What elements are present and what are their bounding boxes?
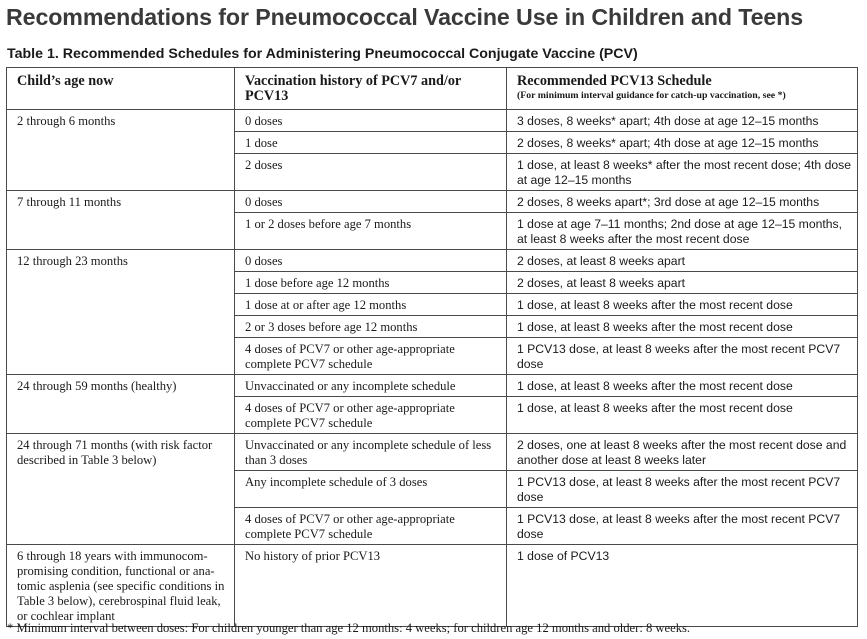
table-row xyxy=(7,375,858,397)
table-row xyxy=(7,545,858,627)
history-cell: 0 doses xyxy=(235,191,507,213)
age-cell: 12 through 23 months xyxy=(7,250,235,375)
history-cell: 2 doses xyxy=(235,154,507,191)
page-title: Recommendations for Pneumococcal Vaccine Use in Children and Teens xyxy=(6,4,804,30)
history-cell: No history of prior PCV13 xyxy=(235,545,507,627)
age-cell: 24 through 59 months (healthy) xyxy=(7,375,235,434)
schedule-cell: 1 PCV13 dose, at least 8 weeks after the most recent PCV7 dose xyxy=(507,508,858,545)
schedule-cell: 1 PCV13 dose, at least 8 weeks after the most recent PCV7 dose xyxy=(507,471,858,508)
schedule-table xyxy=(6,67,858,627)
schedule-cell: 2 doses, 8 weeks* apart; 4th dose at age 12–15 months xyxy=(507,132,858,154)
header-schedule-title: Recommended PCV13 Schedule xyxy=(517,73,712,89)
schedule-cell: 1 dose at age 7–11 months; 2nd dose at age 12–15 months, at least 8 weeks after the most recent dose xyxy=(507,213,858,250)
history-cell: 0 doses xyxy=(235,250,507,272)
header-schedule-note: (For minimum interval guidance for catch-up vaccination, see *) xyxy=(517,90,786,101)
history-cell: Unvaccinated or any incomplete schedule of less than 3 doses xyxy=(235,434,507,471)
history-cell: 4 doses of PCV7 or other age-appropriate complete PCV7 schedule xyxy=(235,508,507,545)
schedule-cell: 3 doses, 8 weeks* apart; 4th dose at age 12–15 months xyxy=(507,110,858,132)
age-cell: 7 through 11 months xyxy=(7,191,235,250)
schedule-cell: 2 doses, one at least 8 weeks after the most recent dose and another dose at least 8 weeks later xyxy=(507,434,858,471)
table-row xyxy=(7,191,858,213)
schedule-cell: 2 doses, 8 weeks apart*; 3rd dose at age 12–15 months xyxy=(507,191,858,213)
schedule-cell: 1 dose, at least 8 weeks after the most recent dose xyxy=(507,294,858,316)
history-cell: 4 doses of PCV7 or other age-appropriate complete PCV7 schedule xyxy=(235,397,507,434)
schedule-cell: 1 dose, at least 8 weeks after the most recent dose xyxy=(507,316,858,338)
history-cell: 4 doses of PCV7 or other age-appropriate complete PCV7 schedule xyxy=(235,338,507,375)
footnote: * Minimum interval between doses: For children younger than age 12 months: 4 weeks; for children age 12 months and older: 8 weeks. xyxy=(7,621,691,635)
age-cell: 24 through 71 months (with risk factor described in Table 3 below) xyxy=(7,434,235,545)
history-cell: Any incomplete schedule of 3 doses xyxy=(235,471,507,508)
table-row xyxy=(7,434,858,471)
table-row xyxy=(7,250,858,272)
schedule-cell: 1 dose of PCV13 xyxy=(507,545,858,627)
age-cell: 2 through 6 months xyxy=(7,110,235,191)
history-cell: Unvaccinated or any incomplete schedule xyxy=(235,375,507,397)
schedule-cell: 1 dose, at least 8 weeks after the most recent dose xyxy=(507,397,858,434)
schedule-cell: 1 dose, at least 8 weeks* after the most recent dose; 4th dose at age 12–15 months xyxy=(507,154,858,191)
history-cell: 1 or 2 doses before age 7 months xyxy=(235,213,507,250)
history-cell: 1 dose xyxy=(235,132,507,154)
history-cell: 1 dose at or after age 12 months xyxy=(235,294,507,316)
table-row xyxy=(7,110,858,132)
schedule-cell: 2 doses, at least 8 weeks apart xyxy=(507,250,858,272)
header-schedule xyxy=(507,68,858,110)
schedule-cell: 1 dose, at least 8 weeks after the most recent dose xyxy=(507,375,858,397)
schedule-cell: 2 doses, at least 8 weeks apart xyxy=(507,272,858,294)
age-cell: 6 through 18 years with immunocom-promising condition, functional or ana-tomic asplenia (see specific conditions in Table 3 below), cerebrospinal fluid leak, or cochlear implant xyxy=(7,545,235,627)
history-cell: 0 doses xyxy=(235,110,507,132)
schedule-cell: 1 PCV13 dose, at least 8 weeks after the most recent PCV7 dose xyxy=(507,338,858,375)
table-caption: Table 1. Recommended Schedules for Administering Pneumococcal Conjugate Vaccine (PCV) xyxy=(7,46,638,62)
header-history: Vaccination history of PCV7 and/or PCV13 xyxy=(235,68,507,110)
history-cell: 1 dose before age 12 months xyxy=(235,272,507,294)
header-age: Child’s age now xyxy=(7,68,235,110)
history-cell: 2 or 3 doses before age 12 months xyxy=(235,316,507,338)
